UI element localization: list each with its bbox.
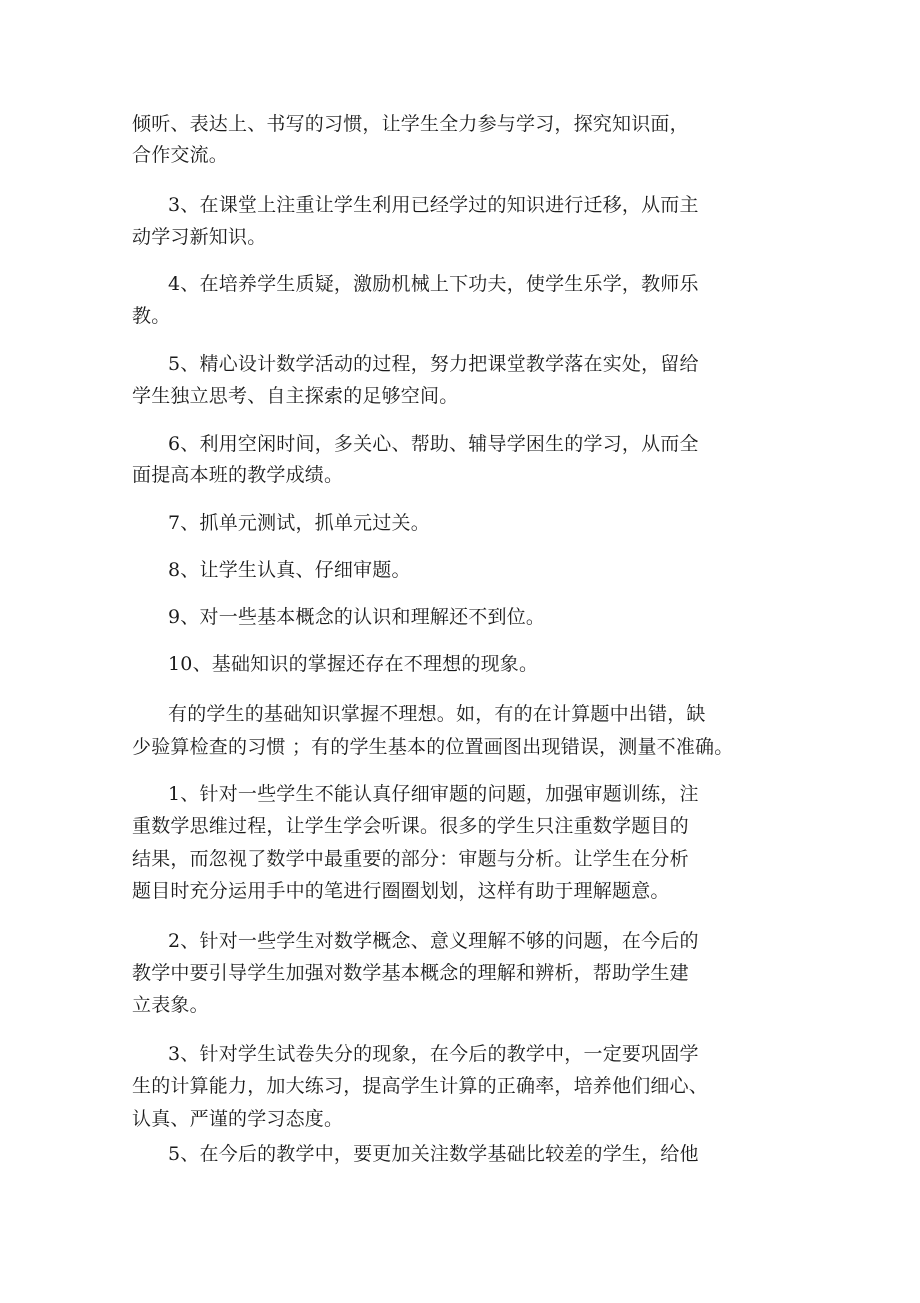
text-line: 结果，而忽视了数学中最重要的部分：审题与分析。让学生在分析 xyxy=(132,848,689,870)
text-line: 教。 xyxy=(132,305,171,327)
text-line: 题目时充分运用手中的笔进行圈圈划划，这样有助于理解题意。 xyxy=(132,880,670,902)
text-line: 生的计算能力，加大练习，提高学生计算的正确率，培养他们细心、 xyxy=(132,1075,709,1097)
text-line: 合作交流。 xyxy=(132,144,229,166)
text-line: 4、在培养学生质疑，激励机械上下功夫，使学生乐学，教师乐 xyxy=(168,273,699,295)
text-line: 7、抓单元测试，抓单元过关。 xyxy=(168,512,430,534)
text-line: 1、针对一些学生不能认真仔细审题的问题，加强审题训练，注 xyxy=(168,783,699,805)
text-line: 10、基础知识的掌握还存在不理想的现象。 xyxy=(168,653,539,675)
text-line: 有的学生的基础知识掌握不理想。如，有的在计算题中出错，缺 xyxy=(168,703,706,725)
text-line: 学生独立思考、自主探索的足够空间。 xyxy=(132,385,459,407)
text-line: 5、精心设计数学活动的过程，努力把课堂教学落在实处，留给 xyxy=(168,353,699,375)
text-line: 动学习新知识。 xyxy=(132,226,267,248)
text-line: 3、在课堂上注重让学生利用已经学过的知识进行迁移，从而主 xyxy=(168,194,699,216)
text-line: 教学中要引导学生加强对数学基本概念的理解和辨析，帮助学生建 xyxy=(132,962,689,984)
text-line: 重数学思维过程，让学生学会听课。很多的学生只注重数学题目的 xyxy=(132,815,689,837)
text-line: 2、针对一些学生对数学概念、意义理解不够的问题，在今后的 xyxy=(168,930,699,952)
text-line: 倾听、表达上、书写的习惯，让学生全力参与学习，探究知识面， xyxy=(132,113,689,135)
text-line: 9、对一些基本概念的认识和理解还不到位。 xyxy=(168,606,546,628)
text-line: 少验算检查的习惯 ；有的学生基本的位置画图出现错误，测量不准确。 xyxy=(132,736,734,758)
text-line: 8、让学生认真、仔细审题。 xyxy=(168,559,411,581)
text-line: 5、在今后的教学中，要更加关注数学基础比较差的学生，给他 xyxy=(168,1143,699,1165)
text-line: 面提高本班的教学成绩。 xyxy=(132,464,344,486)
text-line: 认真、严谨的学习态度。 xyxy=(132,1108,344,1130)
text-line: 3、针对学生试卷失分的现象，在今后的教学中，一定要巩固学 xyxy=(168,1043,699,1065)
text-line: 立表象。 xyxy=(132,994,209,1016)
text-line: 6、利用空闲时间，多关心、帮助、辅导学困生的学习，从而全 xyxy=(168,433,699,455)
